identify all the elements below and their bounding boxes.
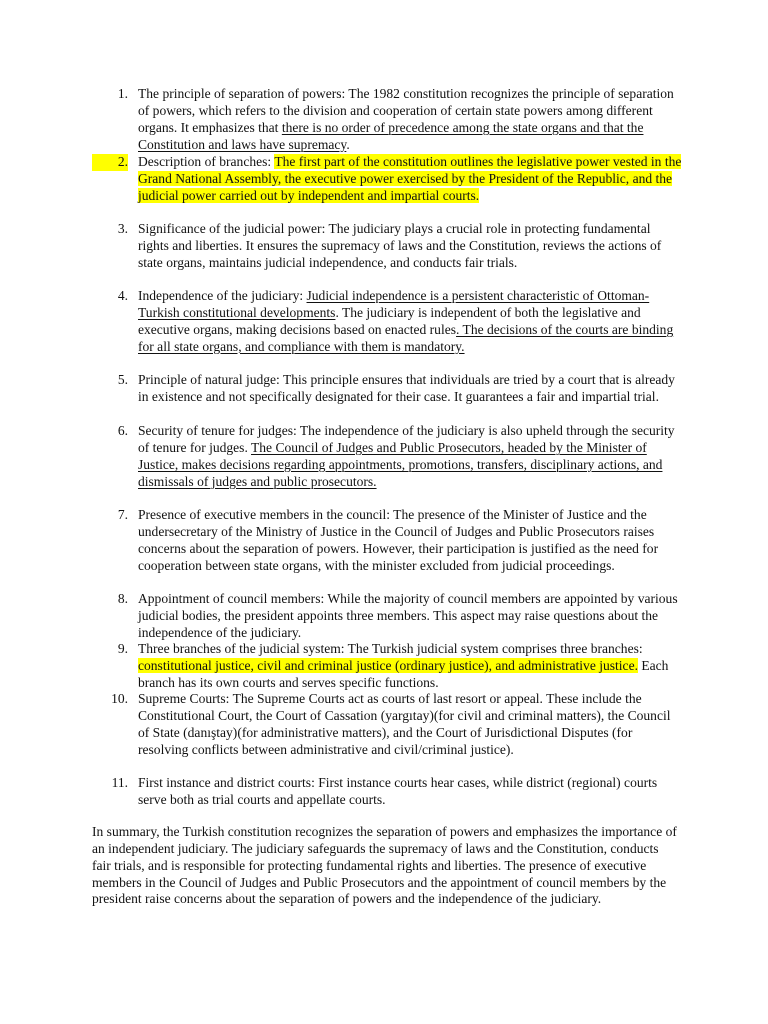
text-segment: Significance of the judicial power: The judiciary plays a crucial role in protecting fundamental rights and liberties. It ensures the supremacy of laws and the Constitution, reviews the actions of state organs, maintains judicial independence, and conducts fair trials. bbox=[138, 221, 662, 270]
list-item-text bbox=[138, 288, 683, 355]
list-item-text bbox=[138, 86, 683, 153]
underlined-text: . The decisions of the courts are binding for all state organs, and compliance with them is mandatory. bbox=[138, 321, 674, 354]
list-number: 1. bbox=[117, 86, 128, 101]
list-item-text bbox=[138, 507, 683, 574]
list-item-text bbox=[138, 641, 683, 692]
text-segment: Appointment of council members: While the majority of council members are appointed by various judicial bodies, the president appoints three members. This aspect may raise questions about the independence of the judiciary. bbox=[138, 591, 678, 640]
text-segment: Three branches of the judicial system: The Turkish judicial system comprises three branches: bbox=[138, 641, 643, 656]
list-number: 5. bbox=[117, 372, 128, 387]
list-number: 3. bbox=[117, 221, 128, 236]
text-segment: Principle of natural judge: This principle ensures that individuals are tried by a court that is already in existence and not specifically designated for their case. It guarantees a fair and impartial trial. bbox=[138, 372, 675, 404]
text-segment: Description of branches: bbox=[138, 154, 275, 169]
text-segment: Independence of the judiciary: bbox=[138, 288, 307, 303]
text-segment: Security of tenure for judges: The independence of the judiciary is also upheld through the security of tenure for judges. bbox=[138, 423, 675, 455]
text-segment: The principle of separation of powers: The 1982 constitution recognizes the principle of separation of powers, which refers to the division and cooperation of certain state powers among different organs. It emphasizes that bbox=[138, 86, 674, 135]
text-segment: Each branch has its own courts and serves specific functions. bbox=[138, 657, 669, 690]
text-segment: . bbox=[346, 136, 350, 152]
list-number: 6. bbox=[117, 423, 128, 438]
list-item-text bbox=[138, 775, 683, 809]
text-segment: Presence of executive members in the council: The presence of the Minister of Justice and the undersecretary of the Ministry of Justice in the Council of Judges and Public Prosecutors raises concerns about the separation of powers. However, their participation is justified as the need for cooperation between state organs, with the minister excluded from judicial proceedings. bbox=[138, 507, 659, 573]
list-number: 8. bbox=[117, 591, 128, 606]
summary-paragraph: In summary, the Turkish constitution recognizes the separation of powers and emphasizes the importance of an independent judiciary. The judiciary safeguards the supremacy of laws and the Constitution, conducts fair trials, and is responsible for protecting fundamental rights and liberties. The presence of executive members in the Council of Judges and Public Prosecutors and the appointment of council members by the president raise concerns about the separation of powers and the independence of the judiciary. bbox=[92, 824, 677, 907]
text-segment: First instance and district courts: First instance courts hear cases, while district (regional) courts serve both as trial courts and appellate courts. bbox=[138, 775, 658, 807]
list-item-text bbox=[138, 423, 683, 490]
highlighted-text: The first part of the constitution outlines the legislative power vested in the Grand National Assembly, the executive power exercised by the President of the Republic, and the judicial power carried out by independent and impartial courts. bbox=[138, 154, 682, 203]
list-number: 9. bbox=[117, 641, 128, 656]
list-item-text bbox=[138, 221, 683, 272]
underlined-text: Judicial independence is a persistent characteristic of Ottoman-Turkish constitutional developments bbox=[138, 288, 650, 320]
list-number-highlighted: 2. bbox=[92, 154, 128, 171]
list-item-text bbox=[138, 154, 683, 205]
list-number: 7. bbox=[117, 507, 128, 522]
highlighted-text: constitutional justice, civil and criminal justice (ordinary justice), and administrative justice. bbox=[138, 657, 638, 673]
list-item-text bbox=[138, 591, 683, 642]
underlined-text: there is no order of precedence among the state organs and that the Constitution and laws have supremacy bbox=[138, 119, 644, 152]
list-number: 11. bbox=[111, 775, 128, 790]
underlined-text: The Council of Judges and Public Prosecutors, headed by the Minister of Justice, makes decisions regarding appointments, promotions, transfers, disciplinary actions, and dismissals of judges and public prosecutors. bbox=[138, 439, 663, 489]
list-item-text bbox=[138, 372, 683, 406]
text-segment: Supreme Courts: The Supreme Courts act as courts of last resort or appeal. These include the Constitutional Court, the Court of Cassation (yargıtay)(for civil and criminal matters), the Council of State (danıştay)(for administrative matters), and the Court of Jurisdictional Disputes (for resolving conflicts between administrative and civil/criminal justice). bbox=[138, 691, 671, 757]
list-number: 10. bbox=[111, 691, 128, 706]
text-segment: . The judiciary is independent of both the legislative and executive organs, making decisions based on enacted rules bbox=[138, 304, 641, 337]
list-number: 4. bbox=[117, 288, 128, 303]
list-item-text bbox=[138, 691, 683, 758]
